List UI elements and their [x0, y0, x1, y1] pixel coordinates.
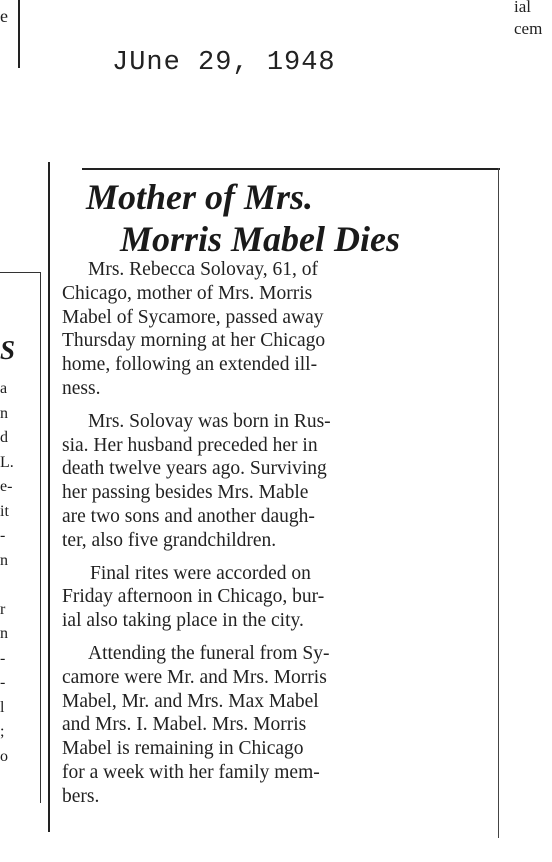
- fragment-line: -: [0, 674, 6, 691]
- article-line: sia. Her husband preceded her in: [62, 434, 318, 456]
- article-line: are two sons and another daugh-: [62, 505, 315, 527]
- fragment-line: it: [0, 502, 9, 520]
- fragment-line: n: [0, 625, 8, 642]
- article-line: her passing besides Mrs. Mable: [62, 482, 309, 504]
- article-line: home, following an extended ill-: [62, 354, 318, 376]
- article-line: death twelve years ago. Surviving: [62, 458, 327, 480]
- article-body: [62, 258, 492, 818]
- article-line: Attending the funeral from Sy-: [88, 642, 330, 664]
- headline-line-2: Morris Mabel Dies: [120, 219, 401, 259]
- fragment-line: -: [0, 527, 6, 544]
- article-line: ial also taking place in the city.: [62, 610, 304, 632]
- fragment-line: r: [0, 600, 6, 618]
- fragment-line: -: [0, 649, 6, 667]
- article-line: Mrs. Solovay was born in Rus-: [88, 410, 331, 432]
- fragment-line: e-: [0, 478, 13, 495]
- article-paragraph: [62, 410, 492, 553]
- fragment-line-endings: [0, 377, 14, 769]
- fragment-line: ;: [0, 723, 5, 740]
- article-line: Mrs. Rebecca Solovay, 61, of: [88, 259, 318, 280]
- fragment-line: l: [0, 698, 5, 716]
- article-headline: [82, 176, 502, 260]
- adjacent-clipping-fragment-top-left: [0, 0, 20, 68]
- adjacent-clipping-fragment-top-right: [514, 0, 552, 40]
- clipping-left-edge: [48, 162, 50, 832]
- article-paragraph: [62, 642, 492, 809]
- fragment-text: e: [0, 6, 8, 26]
- fragment-line: [0, 573, 14, 598]
- article-paragraph: [62, 562, 492, 633]
- fragment-line: a: [0, 380, 8, 397]
- fragment-line: ial: [514, 0, 531, 16]
- article-line: Mabel is remaining in Chicago: [62, 738, 304, 760]
- article-line: ter, also five grandchildren.: [62, 529, 277, 551]
- fragment-line: n: [0, 551, 8, 569]
- article-line: Friday afternoon in Chicago, bur-: [62, 586, 325, 608]
- article-line: Chicago, mother of Mrs. Morris: [62, 282, 313, 304]
- article-line: Final rites were accorded on: [90, 562, 311, 584]
- adjacent-clipping-left-column: [0, 272, 41, 803]
- fragment-line: n: [0, 404, 8, 422]
- article-line: for a week with her family mem-: [62, 761, 320, 783]
- article-line: Thursday morning at her Chicago: [62, 330, 326, 352]
- clipping-top-rule: [82, 168, 500, 170]
- fragment-line: o: [0, 747, 8, 765]
- clipping-right-edge: [498, 168, 499, 838]
- fragment-line: d: [0, 429, 8, 446]
- fragment-heading: S: [0, 335, 16, 365]
- article-line: camore were Mr. and Mrs. Morris: [62, 666, 327, 688]
- fragment-line: L.: [0, 453, 14, 471]
- article-line: ness.: [62, 377, 101, 399]
- article-line: Mabel, Mr. and Mrs. Max Mabel: [62, 690, 319, 712]
- article-line: and Mrs. I. Mabel. Mrs. Morris: [62, 714, 307, 736]
- fragment-line: cem: [514, 19, 543, 38]
- article-line: bers.: [62, 785, 100, 807]
- article-line: Mabel of Sycamore, passed away: [62, 306, 324, 328]
- article-paragraph: [62, 258, 492, 401]
- headline-line-1: Mother of Mrs.: [86, 177, 314, 217]
- date-stamp: JUne 29, 1948: [112, 48, 336, 78]
